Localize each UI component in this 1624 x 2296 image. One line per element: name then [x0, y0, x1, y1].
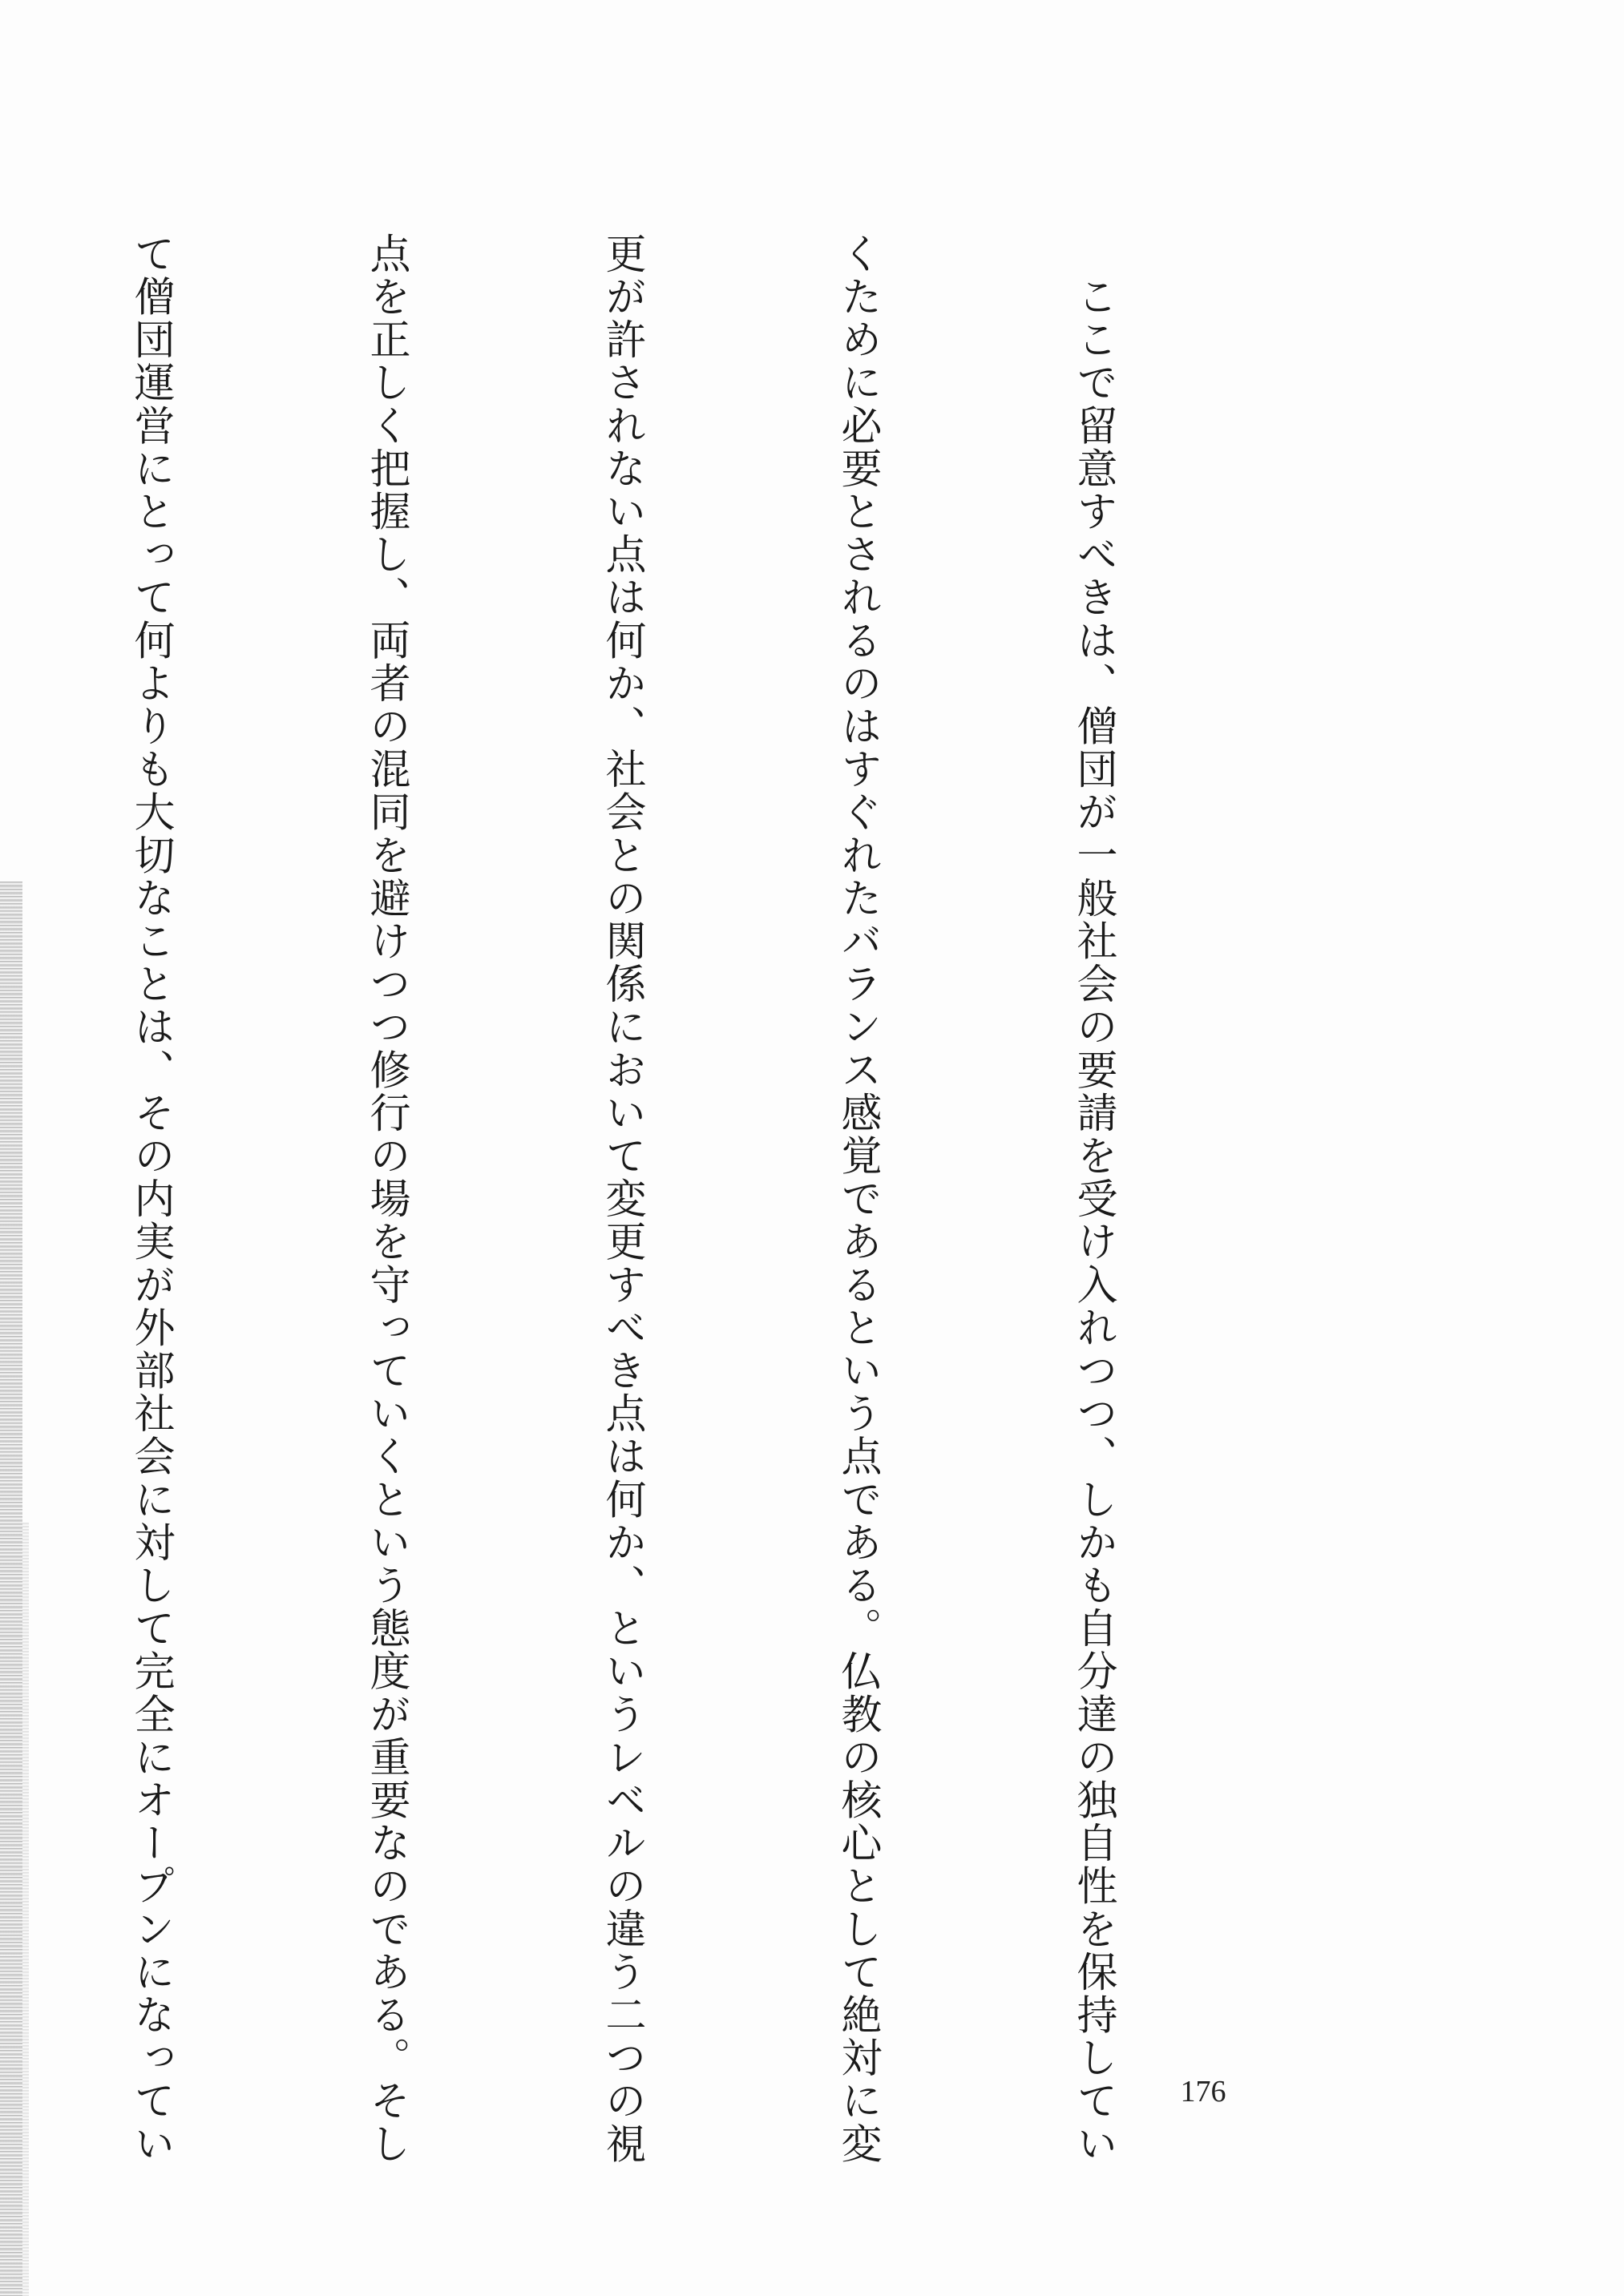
text-line: ここで留意すべきは、僧団が一般社会の要請を受け入れつつ、しかも自分達の独自性を保持してい	[1069, 232, 1117, 2165]
vertical-body-text	[0, 232, 1289, 2165]
text-line: 点を正しく把握し、両者の混同を避けつつ修行の場を守っていくという態度が重要なのである。そし	[362, 232, 410, 2165]
text-line: 更が許されない点は何か、社会との関係において変更すべき点は何か、というレベルの違う二つの視	[598, 232, 645, 2165]
page-number: 176	[1180, 2075, 1226, 2108]
text-line: くために必要とされるのはすぐれたバランス感覚であるという点である。仏教の核心として絶対に変	[834, 232, 881, 2165]
text-line: て僧団運営にとって何よりも大切なことは、その内実が外部社会に対して完全にオープンになってい	[127, 232, 174, 2165]
